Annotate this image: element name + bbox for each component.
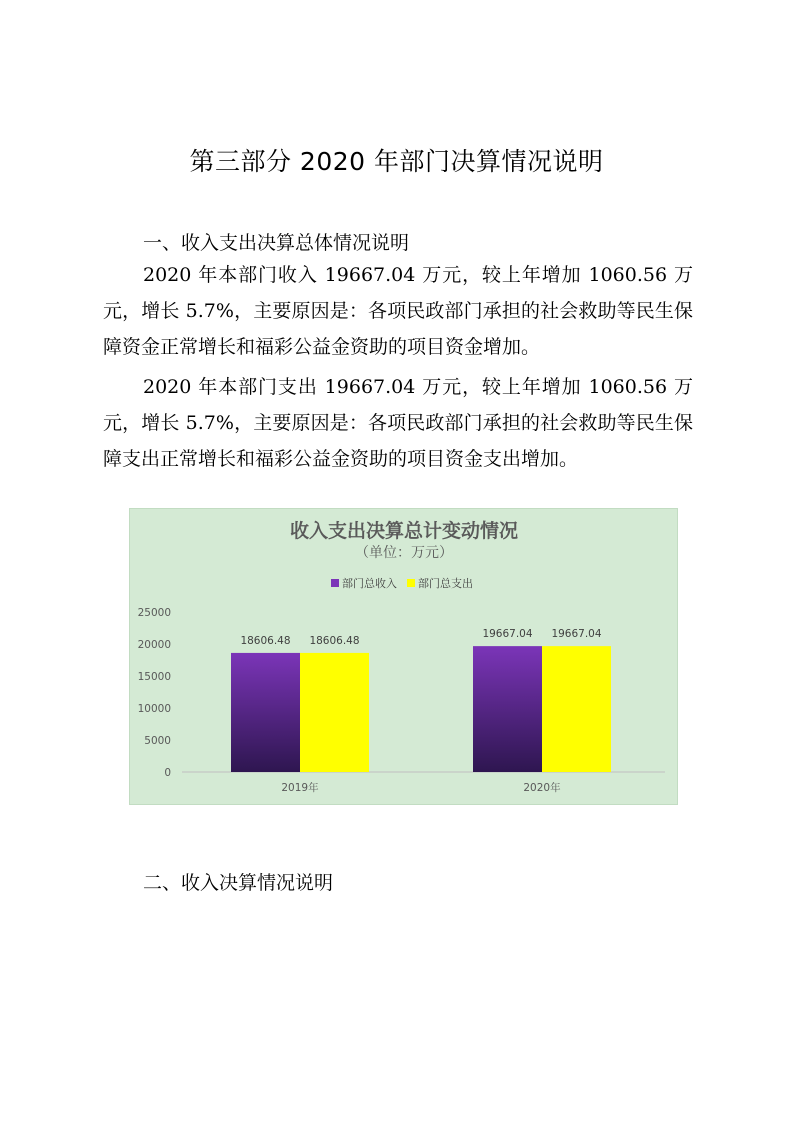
y-tick-label-3: 15000 — [137, 671, 171, 683]
x-tick-label-1: 2020年 — [523, 782, 561, 794]
y-tick-label-1: 5000 — [144, 735, 171, 747]
paragraph-expenditure: 2020 年本部门支出 19667.04 万元，较上年增加 1060.56 万元，增长 5.7%，主要原因是：各项民政部门承担的社会救助等民生保障支出正常增长和福彩公益金资助的项目资金支出增加。 — [103, 376, 693, 470]
paragraph-income: 2020 年本部门收入 19667.04 万元，较上年增加 1060.56 万元，增长 5.7%，主要原因是：各项民政部门承担的社会救助等民生保障资金正常增长和福彩公益金资助的项目资金增加。 — [103, 264, 693, 358]
x-tick-label-0: 2019年 — [281, 782, 319, 794]
section-heading-income: 二、收入决算情况说明 — [143, 872, 334, 894]
data-label-0-0: 18606.48 — [240, 634, 291, 647]
chart-canvas — [130, 509, 679, 806]
bar-0-0 — [231, 653, 300, 772]
chart-bars — [231, 628, 611, 772]
y-tick-label-5: 25000 — [137, 607, 171, 619]
bar-1-0 — [473, 646, 542, 772]
page-title: 第三部分 2020 年部门决算情况说明 — [189, 147, 604, 176]
y-tick-label-0: 0 — [164, 767, 171, 779]
y-axis — [138, 607, 171, 779]
bar-0-1 — [300, 653, 369, 772]
data-label-1-0: 19667.04 — [482, 628, 533, 641]
chart-legend — [331, 576, 473, 590]
x-axis — [281, 781, 561, 794]
section-heading-overview: 一、收入支出决算总体情况说明 — [143, 232, 410, 254]
income-expense-chart — [129, 508, 678, 805]
chart-title: 收入支出决算总计变动情况 — [289, 520, 519, 542]
bar-1-1 — [542, 646, 611, 772]
data-label-0-1: 18606.48 — [309, 634, 360, 647]
legend-swatch-0 — [331, 579, 339, 587]
legend-swatch-1 — [407, 579, 415, 587]
legend-label-1: 部门总支出 — [418, 577, 473, 590]
y-tick-label-2: 10000 — [137, 703, 171, 715]
chart-subtitle: （单位：万元） — [355, 545, 453, 561]
y-tick-label-4: 20000 — [137, 639, 171, 651]
data-label-1-1: 19667.04 — [551, 628, 602, 641]
legend-label-0: 部门总收入 — [342, 577, 397, 590]
